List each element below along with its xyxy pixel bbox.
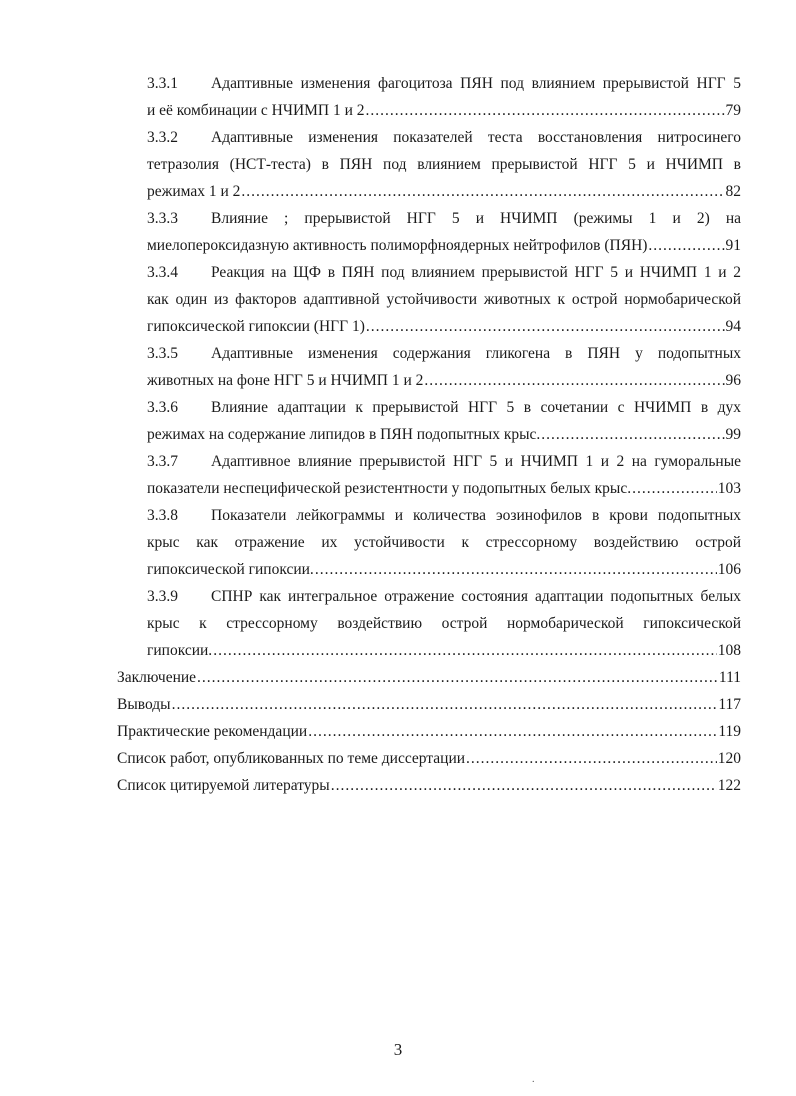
table-of-contents bbox=[117, 70, 741, 799]
toc-entry-3-3-1[interactable] bbox=[117, 70, 741, 124]
dot-leader bbox=[172, 691, 718, 718]
toc-entry-last-line bbox=[147, 421, 741, 448]
toc-page-number[interactable]: 117 bbox=[718, 696, 741, 713]
toc-section-title: Список цитируемой литературы bbox=[117, 777, 330, 794]
dot-leader bbox=[366, 97, 725, 124]
toc-entry-last-line bbox=[147, 232, 741, 259]
toc-section-line bbox=[117, 664, 741, 691]
toc-entry-text: Влияние ; прерывистой НГГ 5 и НЧИМП (режимы 1 и 2) на bbox=[211, 210, 741, 227]
toc-page-number[interactable]: 91 bbox=[725, 237, 741, 254]
toc-entry-line bbox=[147, 205, 741, 232]
toc-entry-text: гипоксии. bbox=[147, 642, 213, 659]
toc-page-number[interactable]: 122 bbox=[717, 777, 741, 794]
toc-entry-line bbox=[147, 124, 741, 151]
toc-section-entry[interactable] bbox=[117, 772, 741, 799]
toc-entry-text: Показатели лейкограммы и количества эозинофилов в крови подопытных bbox=[211, 507, 741, 524]
toc-entry-line bbox=[147, 340, 741, 367]
toc-entry-text: Адаптивные изменения показателей теста восстановления нитросинего bbox=[211, 129, 741, 146]
toc-page-number[interactable]: 103 bbox=[717, 480, 741, 497]
toc-entry-number: 3.3.6 bbox=[147, 399, 178, 416]
dot-leader bbox=[308, 718, 717, 745]
toc-entry-line bbox=[147, 583, 741, 610]
toc-entry-3-3-4[interactable] bbox=[117, 259, 741, 340]
toc-entry-3-3-9[interactable] bbox=[117, 583, 741, 664]
toc-entry-last-line bbox=[147, 475, 741, 502]
toc-section-entry[interactable] bbox=[117, 745, 741, 772]
dot-leader bbox=[648, 232, 724, 259]
toc-section-line bbox=[117, 745, 741, 772]
toc-section-entry[interactable] bbox=[117, 691, 741, 718]
dot-leader bbox=[366, 313, 725, 340]
toc-entry-text: режимах на содержание липидов в ПЯН подопытных крыс. bbox=[147, 426, 541, 443]
toc-entry-text: и её комбинации с НЧИМП 1 и 2 bbox=[147, 102, 365, 119]
toc-entry-last-line bbox=[147, 556, 741, 583]
dot-leader bbox=[424, 367, 724, 394]
toc-entry-number: 3.3.8 bbox=[147, 507, 178, 524]
toc-entry-3-3-5[interactable] bbox=[117, 340, 741, 394]
toc-entry-text: тетразолия (НСТ-теста) в ПЯН под влиянием прерывистой НГГ 5 и НЧИМП в bbox=[147, 156, 741, 173]
toc-entry-line bbox=[147, 259, 741, 286]
dot-leader bbox=[213, 637, 717, 664]
toc-entry-text: как один из факторов адаптивной устойчивости животных к острой нормобарической bbox=[147, 291, 741, 308]
toc-entry-number: 3.3.7 bbox=[147, 453, 178, 470]
toc-page-number[interactable]: 79 bbox=[725, 102, 741, 119]
toc-page-number[interactable]: 108 bbox=[717, 642, 741, 659]
toc-page-number[interactable]: 111 bbox=[718, 669, 741, 686]
toc-section-title: Заключение bbox=[117, 669, 197, 686]
toc-entry-number: 3.3.1 bbox=[147, 75, 178, 92]
toc-section-entry[interactable] bbox=[117, 718, 741, 745]
toc-entry-3-3-7[interactable] bbox=[117, 448, 741, 502]
toc-entry-text: Адаптивное влияние прерывистой НГГ 5 и НЧИМП 1 и 2 на гуморальные bbox=[211, 453, 741, 470]
toc-entry-line bbox=[147, 70, 741, 97]
toc-entry-text: миелопероксидазную активность полиморфноядерных нейтрофилов (ПЯН) bbox=[147, 237, 648, 254]
toc-page-number[interactable]: 94 bbox=[725, 318, 741, 335]
toc-entry-line bbox=[147, 286, 741, 313]
dot-leader bbox=[315, 556, 717, 583]
toc-entry-text: Адаптивные изменения фагоцитоза ПЯН под влиянием прерывистой НГГ 5 bbox=[211, 75, 741, 92]
toc-section-line bbox=[117, 691, 741, 718]
toc-entry-line bbox=[147, 151, 741, 178]
toc-page-number[interactable]: 82 bbox=[725, 183, 741, 200]
dot-leader bbox=[197, 664, 718, 691]
toc-entry-line bbox=[147, 502, 741, 529]
toc-entry-text: гипоксической гипоксии (НГГ 1) bbox=[147, 318, 365, 335]
toc-entry-number: 3.3.5 bbox=[147, 345, 178, 362]
toc-entry-3-3-8[interactable] bbox=[117, 502, 741, 583]
toc-page-number[interactable]: 99 bbox=[725, 426, 741, 443]
toc-section-entry[interactable] bbox=[117, 664, 741, 691]
scan-speck: . bbox=[532, 1074, 535, 1085]
toc-entry-line bbox=[147, 448, 741, 475]
toc-entry-text: крыс к стрессорному воздействию острой нормобарической гипоксической bbox=[147, 615, 741, 632]
toc-section-line bbox=[117, 718, 741, 745]
toc-section-title: Практические рекомендации bbox=[117, 723, 308, 740]
dot-leader bbox=[331, 772, 717, 799]
toc-entry-text: Реакция на ЩФ в ПЯН под влиянием прерывистой НГГ 5 и НЧИМП 1 и 2 bbox=[211, 264, 741, 281]
toc-entry-number: 3.3.9 bbox=[147, 588, 178, 605]
toc-entry-text: СПНР как интегральное отражение состояния адаптации подопытных белых bbox=[211, 588, 741, 605]
toc-entry-last-line bbox=[147, 367, 741, 394]
page-number: 3 bbox=[393, 1040, 403, 1059]
toc-entry-3-3-3[interactable] bbox=[117, 205, 741, 259]
toc-entry-last-line bbox=[147, 178, 741, 205]
toc-entry-last-line bbox=[147, 313, 741, 340]
dot-leader bbox=[241, 178, 724, 205]
toc-entry-text: животных на фоне НГГ 5 и НЧИМП 1 и 2 bbox=[147, 372, 424, 389]
dot-leader bbox=[466, 745, 717, 772]
toc-entry-3-3-2[interactable] bbox=[117, 124, 741, 205]
dot-leader bbox=[632, 475, 717, 502]
toc-entry-number: 3.3.3 bbox=[147, 210, 178, 227]
toc-section-title: Список работ, опубликованных по теме диссертации bbox=[117, 750, 466, 767]
toc-entry-text: показатели неспецифической резистентности у подопытных белых крыс. bbox=[147, 480, 632, 497]
dot-leader bbox=[541, 421, 724, 448]
toc-entry-3-3-6[interactable] bbox=[117, 394, 741, 448]
toc-entry-text: крыс как отражение их устойчивости к стрессорному воздействию острой bbox=[147, 534, 741, 551]
toc-entry-text: Адаптивные изменения содержания гликогена в ПЯН у подопытных bbox=[211, 345, 741, 362]
toc-entry-last-line bbox=[147, 97, 741, 124]
toc-page-number[interactable]: 120 bbox=[717, 750, 741, 767]
toc-page-number[interactable]: 96 bbox=[725, 372, 741, 389]
toc-entry-line bbox=[147, 394, 741, 421]
toc-section-line bbox=[117, 772, 741, 799]
toc-entry-last-line bbox=[147, 637, 741, 664]
toc-entry-number: 3.3.4 bbox=[147, 264, 178, 281]
toc-page-number[interactable]: 119 bbox=[718, 723, 741, 740]
toc-entry-line bbox=[147, 610, 741, 637]
toc-section-title: Выводы bbox=[117, 696, 171, 713]
toc-entry-number: 3.3.2 bbox=[147, 129, 178, 146]
toc-entry-text: режимах 1 и 2 bbox=[147, 183, 241, 200]
toc-entry-text: гипоксической гипоксии. bbox=[147, 561, 314, 578]
toc-page-number[interactable]: 106 bbox=[717, 561, 741, 578]
toc-entry-text: Влияние адаптации к прерывистой НГГ 5 в сочетании с НЧИМП в дух bbox=[211, 399, 741, 416]
toc-entry-line bbox=[147, 529, 741, 556]
